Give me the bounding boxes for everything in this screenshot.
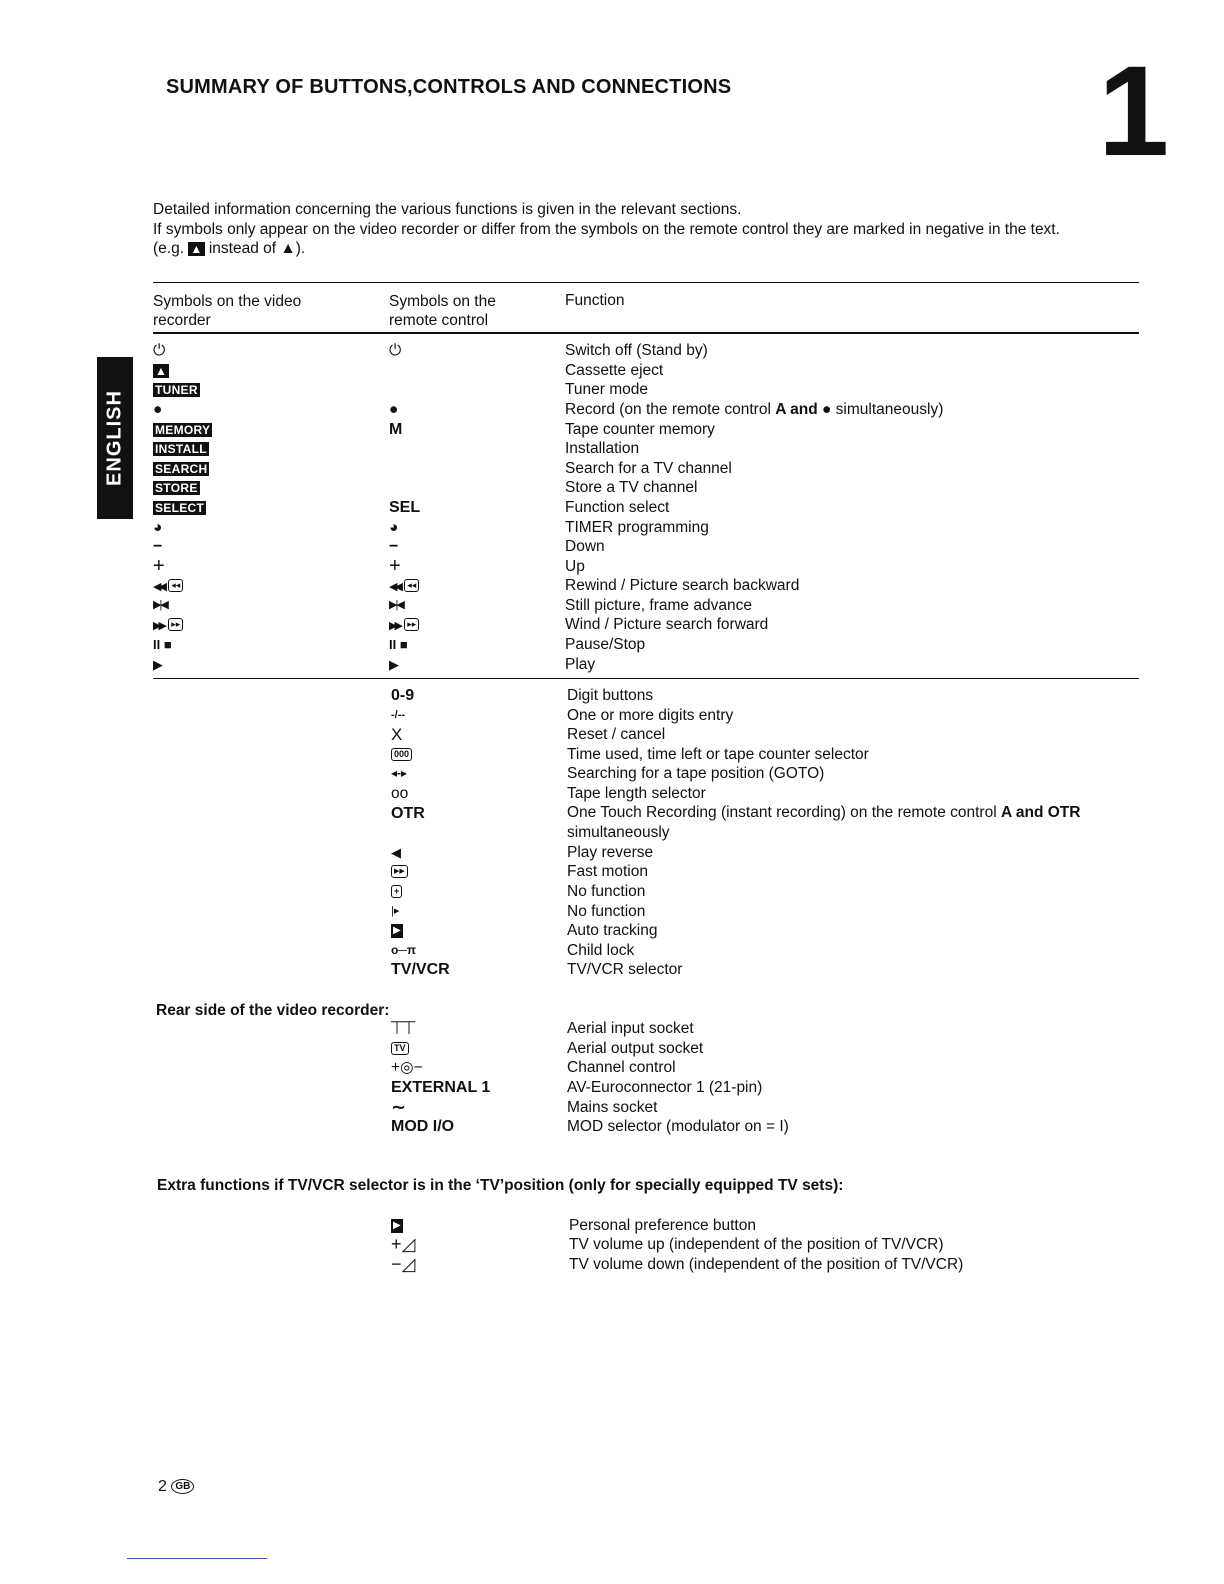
function-text: Tuner mode	[565, 381, 648, 398]
no-function-box-icon: +	[391, 885, 402, 898]
tape-length-icon: oo	[391, 785, 409, 802]
function-text: Time used, time left or tape counter selector	[567, 746, 869, 763]
function-text: Cassette eject	[565, 362, 664, 379]
function-text: TIMER programming	[565, 519, 709, 536]
slow-motion-icon: |▸	[391, 905, 400, 917]
vcr-select-button: SELECT	[155, 500, 205, 515]
col-header-remote: Symbols on the remote control	[389, 293, 496, 329]
otr-symbol: OTR	[391, 805, 425, 822]
mains-socket-icon: ∼	[391, 1097, 407, 1117]
intro-line-2: If symbols only appear on the video recorder or differ from the symbols on the remote control they are marked in negative in the text.	[153, 220, 1060, 238]
rear-side-heading: Rear side of the video recorder:	[156, 1002, 390, 1019]
remote-wind-icon: ▶▶	[389, 620, 400, 632]
intro-line-3: (e.g. ▲ instead of ▲).	[153, 240, 306, 257]
function-text: AV-Euroconnector 1 (21-pin)	[567, 1079, 763, 1096]
vcr-store-button: STORE	[155, 480, 198, 495]
col-header-vcr: Symbols on the video recorder	[153, 293, 302, 329]
aerial-input-icon: ⏉⏉	[391, 1021, 416, 1035]
function-text: Search for a TV channel	[565, 460, 732, 477]
vcr-still-icon: ▶|◀	[153, 599, 167, 611]
table-mid-rule	[153, 678, 1139, 679]
function-text: Up	[565, 558, 585, 575]
tv-vcr-symbol: TV/VCR	[391, 961, 450, 978]
table-header-rule	[153, 332, 1139, 334]
vcr-tuner-button: TUNER	[155, 382, 198, 397]
function-text: Searching for a tape position (GOTO)	[567, 765, 825, 782]
function-text: TV/VCR selector	[567, 961, 683, 978]
col-header-function: Function	[565, 292, 625, 309]
picture-search-back-icon: ◂◂	[168, 579, 183, 592]
function-text: Tape length selector	[567, 785, 706, 802]
function-text: One Touch Recording (instant recording) on the remote control A and OTR	[567, 804, 1081, 821]
vcr-play-icon: ▶	[153, 657, 163, 672]
function-text: Pause/Stop	[565, 636, 646, 653]
tv-volume-up-icon: +◿	[391, 1234, 416, 1254]
function-text: Down	[565, 538, 605, 555]
vcr-rewind-icon: ◀◀	[153, 581, 164, 593]
function-text: Rewind / Picture search backward	[565, 577, 800, 594]
remote-play-icon: ▶	[389, 657, 399, 672]
remote-timer-icon: ◕	[389, 519, 399, 536]
page-number: 2 GB	[158, 1478, 194, 1496]
vcr-plus-icon: +	[153, 555, 165, 577]
vcr-search-button: SEARCH	[155, 461, 208, 476]
language-tab	[97, 357, 133, 519]
mod-io-label: MOD I/O	[391, 1118, 455, 1135]
picture-search-back-icon: ◂◂	[404, 579, 419, 592]
fast-motion-icon: ▶▶	[391, 865, 408, 878]
function-text: Installation	[565, 440, 640, 457]
function-text: Channel control	[567, 1059, 676, 1076]
function-text: No function	[567, 883, 646, 900]
aerial-output-tv-icon: TV	[391, 1042, 409, 1055]
function-text: Play reverse	[567, 844, 654, 861]
function-text: Store a TV channel	[565, 479, 698, 496]
intro-text	[153, 200, 1153, 259]
function-text: MOD selector (modulator on = I)	[567, 1118, 789, 1135]
digit-buttons-symbol: 0-9	[391, 687, 415, 704]
vcr-pause-stop-icon: II ■	[153, 637, 172, 652]
function-text: Reset / cancel	[567, 726, 666, 743]
country-badge-icon: GB	[171, 1479, 194, 1494]
child-lock-key-icon: o─π	[391, 943, 417, 957]
play-reverse-icon: ◀	[391, 845, 401, 860]
tv-volume-down-icon: −◿	[391, 1254, 416, 1274]
footer-line	[127, 1558, 267, 1559]
function-text: Auto tracking	[567, 922, 658, 939]
digit-entry-symbol: -/--	[391, 709, 406, 721]
function-text: Personal preference button	[569, 1217, 756, 1234]
remote-plus-icon: +	[389, 555, 401, 577]
function-text: Aerial output socket	[567, 1040, 704, 1057]
remote-standby-icon: ⏻	[389, 342, 402, 359]
remote-minus-icon: −	[389, 538, 399, 555]
function-text: Wind / Picture search forward	[565, 616, 769, 633]
vcr-standby-icon: ⏻	[153, 342, 166, 359]
function-text: Mains socket	[567, 1099, 658, 1116]
picture-search-fwd-icon: ▸▸	[168, 618, 183, 631]
personal-preference-icon: ▶	[393, 1219, 401, 1231]
remote-record-icon: ●	[389, 401, 399, 418]
vcr-eject-icon: ▲	[155, 363, 168, 378]
external-1-label: EXTERNAL 1	[391, 1079, 491, 1096]
function-text: Function select	[565, 499, 670, 516]
table-top-rule	[153, 282, 1139, 283]
vcr-wind-icon: ▶▶	[153, 620, 164, 632]
function-text: No function	[567, 903, 646, 920]
function-text: One or more digits entry	[567, 707, 734, 724]
function-text: Play	[565, 656, 596, 673]
function-text: Switch off (Stand by)	[565, 342, 708, 359]
function-text: TV volume up (independent of the position of TV/VCR)	[569, 1236, 944, 1253]
reset-cancel-icon: X	[391, 725, 403, 744]
function-text: Fast motion	[567, 863, 648, 880]
function-text: Tape counter memory	[565, 421, 715, 438]
remote-still-icon: ▶|◀	[389, 599, 403, 611]
language-tab-label: ENGLISH	[103, 390, 126, 486]
function-text: Record (on the remote control A and ● simultaneously)	[565, 401, 944, 418]
vcr-install-button: INSTALL	[155, 441, 207, 456]
extra-functions-heading: Extra functions if TV/VCR selector is in the ‘TV’position (only for specially equipped TV sets):	[157, 1177, 844, 1194]
vcr-memory-button: MEMORY	[155, 422, 211, 437]
page-title: SUMMARY OF BUTTONS,CONTROLS AND CONNECTIONS	[166, 76, 732, 98]
counter-selector-icon: 000	[391, 748, 412, 761]
function-text: Digit buttons	[567, 687, 654, 704]
vcr-timer-icon: ◕	[153, 519, 163, 536]
remote-sel-symbol: SEL	[389, 499, 421, 516]
vcr-minus-icon: −	[153, 538, 163, 555]
auto-tracking-icon: ▶	[393, 924, 401, 936]
goto-icon: ◂-▸	[391, 766, 408, 780]
picture-search-fwd-icon: ▸▸	[404, 618, 419, 631]
vcr-record-icon: ●	[153, 401, 163, 418]
chapter-number: 1	[1098, 40, 1166, 183]
eject-icon: ▲	[280, 240, 296, 257]
function-text: Child lock	[567, 942, 635, 959]
intro-line-1: Detailed information concerning the various functions is given in the relevant sections.	[153, 201, 742, 218]
remote-pause-stop-icon: II ■	[389, 637, 408, 652]
remote-memory-symbol: M	[389, 421, 403, 438]
function-text-continued: simultaneously	[567, 824, 670, 841]
function-text: TV volume down (independent of the position of TV/VCR)	[569, 1256, 964, 1273]
function-text: Still picture, frame advance	[565, 597, 752, 614]
remote-rewind-icon: ◀◀	[389, 581, 400, 593]
channel-control-icon: +◎−	[391, 1059, 423, 1076]
function-text: Aerial input socket	[567, 1020, 694, 1037]
negative-eject-icon: ▲	[190, 241, 203, 256]
